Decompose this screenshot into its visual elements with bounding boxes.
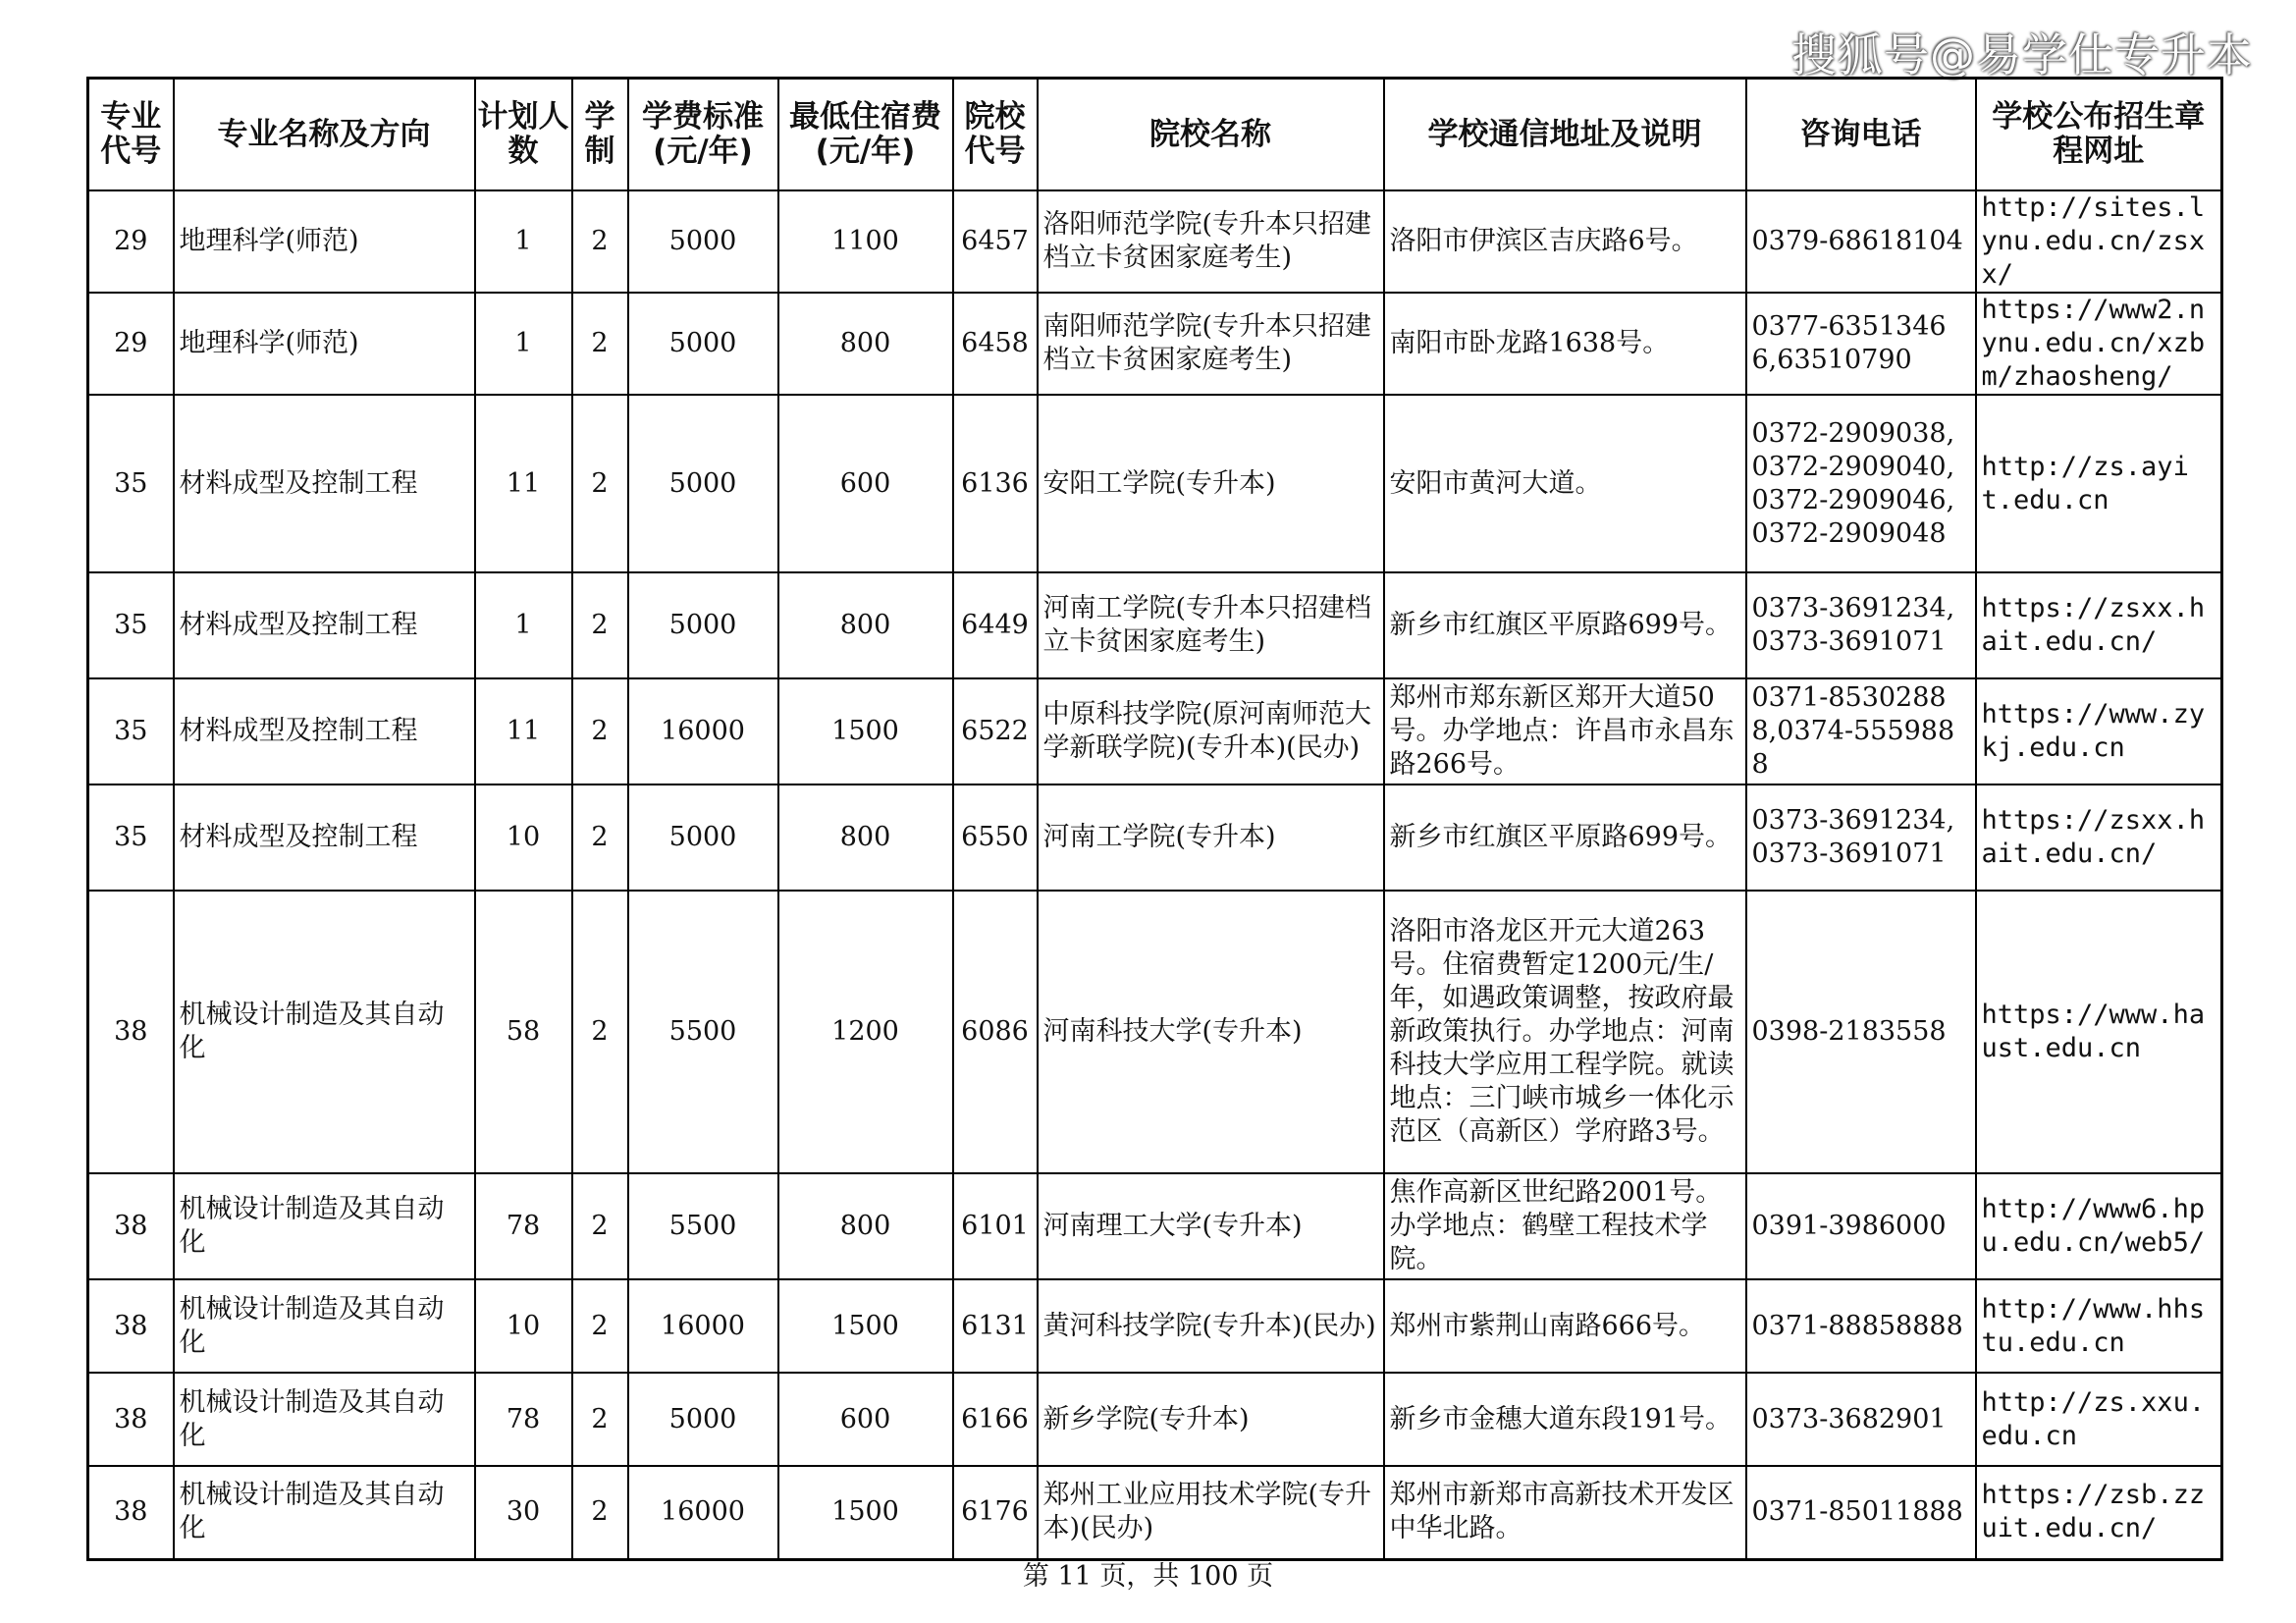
cell-url[interactable]: https://zsxx.hait.edu.cn/ (1976, 572, 2222, 678)
table-row (88, 1373, 2222, 1466)
cell-url[interactable]: http://www6.hpu.edu.cn/web5/ (1976, 1173, 2222, 1279)
cell-years: 2 (572, 1279, 628, 1373)
cell-major-name: 机械设计制造及其自动化 (174, 1173, 475, 1279)
cell-url[interactable]: https://zsb.zzuit.edu.cn/ (1976, 1466, 2222, 1559)
cell-dorm-fee: 1500 (778, 678, 953, 784)
cell-school-name: 中原科技学院(原河南师范大学新联学院)(专升本)(民办) (1038, 678, 1384, 784)
cell-plan-count: 1 (475, 572, 572, 678)
cell-url[interactable]: http://www.hhstu.edu.cn (1976, 1279, 2222, 1373)
cell-phone: 0371-88858888 (1746, 1279, 1976, 1373)
cell-address: 南阳市卧龙路1638号。 (1384, 293, 1746, 395)
table-row (88, 784, 2222, 891)
col-header-address: 学校通信地址及说明 (1384, 79, 1746, 191)
cell-major-code: 35 (88, 395, 174, 572)
cell-address: 新乡市金穗大道东段191号。 (1384, 1373, 1746, 1466)
cell-major-code: 38 (88, 1373, 174, 1466)
watermark: 搜狐号@易学仕专升本 (1791, 28, 2253, 81)
col-header-code: 专业代号 (88, 79, 174, 191)
col-header-url: 学校公布招生章程网址 (1976, 79, 2222, 191)
cell-plan-count: 1 (475, 190, 572, 293)
col-header-years: 学制 (572, 79, 628, 191)
cell-years: 2 (572, 293, 628, 395)
col-header-dorm: 最低住宿费(元/年) (778, 79, 953, 191)
cell-url[interactable]: http://zs.xxu.edu.cn (1976, 1373, 2222, 1466)
table-row (88, 891, 2222, 1173)
cell-dorm-fee: 800 (778, 572, 953, 678)
cell-major-name: 机械设计制造及其自动化 (174, 1466, 475, 1559)
cell-major-name: 材料成型及控制工程 (174, 572, 475, 678)
cell-dorm-fee: 800 (778, 784, 953, 891)
cell-tuition: 5000 (628, 190, 778, 293)
cell-dorm-fee: 800 (778, 1173, 953, 1279)
cell-plan-count: 11 (475, 678, 572, 784)
col-header-phone: 咨询电话 (1746, 79, 1976, 191)
cell-major-name: 地理科学(师范) (174, 293, 475, 395)
cell-school-name: 南阳师范学院(专升本只招建档立卡贫困家庭考生) (1038, 293, 1384, 395)
cell-url[interactable]: https://zsxx.hait.edu.cn/ (1976, 784, 2222, 891)
cell-school-name: 河南理工大学(专升本) (1038, 1173, 1384, 1279)
cell-major-code: 35 (88, 572, 174, 678)
page-footer: 第 11 页，共 100 页 (1022, 1561, 1274, 1592)
cell-major-name: 机械设计制造及其自动化 (174, 891, 475, 1173)
cell-tuition: 16000 (628, 678, 778, 784)
cell-dorm-fee: 1500 (778, 1466, 953, 1559)
cell-plan-count: 1 (475, 293, 572, 395)
cell-years: 2 (572, 678, 628, 784)
cell-url[interactable]: http://zs.ayit.edu.cn (1976, 395, 2222, 572)
admissions-table (86, 77, 2223, 1561)
cell-phone: 0391-3986000 (1746, 1173, 1976, 1279)
cell-years: 2 (572, 190, 628, 293)
cell-school-code: 6176 (953, 1466, 1038, 1559)
cell-address: 洛阳市洛龙区开元大道263号。住宿费暂定1200元/生/年，如遇政策调整，按政府最新政策执行。办学地点：河南科技大学应用工程学院。就读地点：三门峡市城乡一体化示范区（高新区）学府路3号。 (1384, 891, 1746, 1173)
cell-school-name: 郑州工业应用技术学院(专升本)(民办) (1038, 1466, 1384, 1559)
col-header-tuition: 学费标准(元/年) (628, 79, 778, 191)
cell-school-name: 河南科技大学(专升本) (1038, 891, 1384, 1173)
col-header-major: 专业名称及方向 (174, 79, 475, 191)
cell-address: 郑州市郑东新区郑开大道50号。办学地点：许昌市永昌东路266号。 (1384, 678, 1746, 784)
table-row (88, 1279, 2222, 1373)
cell-plan-count: 78 (475, 1173, 572, 1279)
cell-school-name: 河南工学院(专升本) (1038, 784, 1384, 891)
cell-dorm-fee: 1500 (778, 1279, 953, 1373)
cell-address: 安阳市黄河大道。 (1384, 395, 1746, 572)
cell-phone: 0371-85011888 (1746, 1466, 1976, 1559)
cell-address: 郑州市新郑市高新技术开发区中华北路。 (1384, 1466, 1746, 1559)
cell-major-code: 38 (88, 891, 174, 1173)
table-row (88, 293, 2222, 395)
col-header-plan: 计划人数 (475, 79, 572, 191)
cell-dorm-fee: 600 (778, 1373, 953, 1466)
cell-major-code: 35 (88, 678, 174, 784)
cell-school-name: 洛阳师范学院(专升本只招建档立卡贫困家庭考生) (1038, 190, 1384, 293)
cell-dorm-fee: 1100 (778, 190, 953, 293)
cell-phone: 0373-3691234,0373-3691071 (1746, 784, 1976, 891)
cell-school-code: 6101 (953, 1173, 1038, 1279)
cell-school-code: 6522 (953, 678, 1038, 784)
table-row (88, 678, 2222, 784)
cell-major-name: 材料成型及控制工程 (174, 784, 475, 891)
cell-school-code: 6550 (953, 784, 1038, 891)
cell-major-name: 机械设计制造及其自动化 (174, 1373, 475, 1466)
cell-tuition: 5000 (628, 395, 778, 572)
cell-years: 2 (572, 1173, 628, 1279)
cell-years: 2 (572, 1373, 628, 1466)
cell-phone: 0377-63513466,63510790 (1746, 293, 1976, 395)
cell-school-name: 黄河科技学院(专升本)(民办) (1038, 1279, 1384, 1373)
cell-address: 焦作高新区世纪路2001号。办学地点：鹤壁工程技术学院。 (1384, 1173, 1746, 1279)
cell-school-code: 6457 (953, 190, 1038, 293)
cell-school-code: 6449 (953, 572, 1038, 678)
cell-school-code: 6166 (953, 1373, 1038, 1466)
table-row (88, 572, 2222, 678)
cell-tuition: 5500 (628, 1173, 778, 1279)
cell-dorm-fee: 800 (778, 293, 953, 395)
cell-school-name: 新乡学院(专升本) (1038, 1373, 1384, 1466)
cell-address: 新乡市红旗区平原路699号。 (1384, 572, 1746, 678)
cell-major-name: 材料成型及控制工程 (174, 678, 475, 784)
cell-tuition: 5000 (628, 293, 778, 395)
cell-school-code: 6131 (953, 1279, 1038, 1373)
cell-tuition: 5500 (628, 891, 778, 1173)
cell-school-code: 6136 (953, 395, 1038, 572)
cell-address: 洛阳市伊滨区吉庆路6号。 (1384, 190, 1746, 293)
cell-major-name: 机械设计制造及其自动化 (174, 1279, 475, 1373)
col-header-school: 院校名称 (1038, 79, 1384, 191)
cell-phone: 0371-85302888,0374-5559888 (1746, 678, 1976, 784)
cell-years: 2 (572, 1466, 628, 1559)
cell-phone: 0372-2909038,0372-2909040,0372-2909046,0372-2909048 (1746, 395, 1976, 572)
cell-major-code: 38 (88, 1466, 174, 1559)
cell-school-name: 安阳工学院(专升本) (1038, 395, 1384, 572)
cell-major-code: 29 (88, 190, 174, 293)
cell-tuition: 16000 (628, 1466, 778, 1559)
cell-tuition: 5000 (628, 572, 778, 678)
cell-phone: 0398-2183558 (1746, 891, 1976, 1173)
cell-years: 2 (572, 784, 628, 891)
cell-plan-count: 30 (475, 1466, 572, 1559)
table-row (88, 1173, 2222, 1279)
cell-plan-count: 11 (475, 395, 572, 572)
cell-plan-count: 58 (475, 891, 572, 1173)
cell-major-code: 35 (88, 784, 174, 891)
cell-plan-count: 10 (475, 1279, 572, 1373)
cell-major-name: 地理科学(师范) (174, 190, 475, 293)
cell-school-name: 河南工学院(专升本只招建档立卡贫困家庭考生) (1038, 572, 1384, 678)
cell-phone: 0373-3682901 (1746, 1373, 1976, 1466)
cell-url[interactable]: https://www.haust.edu.cn (1976, 891, 2222, 1173)
table-row (88, 1466, 2222, 1559)
cell-school-code: 6086 (953, 891, 1038, 1173)
cell-url[interactable]: https://www2.nynu.edu.cn/xzbm/zhaosheng/ (1976, 293, 2222, 395)
cell-url[interactable]: https://www.zykj.edu.cn (1976, 678, 2222, 784)
cell-years: 2 (572, 572, 628, 678)
col-header-school-code: 院校代号 (953, 79, 1038, 191)
cell-tuition: 16000 (628, 1279, 778, 1373)
cell-address: 新乡市红旗区平原路699号。 (1384, 784, 1746, 891)
cell-dorm-fee: 600 (778, 395, 953, 572)
cell-dorm-fee: 1200 (778, 891, 953, 1173)
cell-address: 郑州市紫荆山南路666号。 (1384, 1279, 1746, 1373)
table-row (88, 190, 2222, 293)
cell-major-code: 29 (88, 293, 174, 395)
table-row (88, 395, 2222, 572)
cell-major-name: 材料成型及控制工程 (174, 395, 475, 572)
cell-school-code: 6458 (953, 293, 1038, 395)
cell-plan-count: 78 (475, 1373, 572, 1466)
cell-tuition: 5000 (628, 1373, 778, 1466)
cell-phone: 0373-3691234,0373-3691071 (1746, 572, 1976, 678)
cell-major-code: 38 (88, 1279, 174, 1373)
cell-tuition: 5000 (628, 784, 778, 891)
cell-phone: 0379-68618104 (1746, 190, 1976, 293)
cell-plan-count: 10 (475, 784, 572, 891)
cell-years: 2 (572, 395, 628, 572)
cell-years: 2 (572, 891, 628, 1173)
cell-url[interactable]: http://sites.lynu.edu.cn/zsxx/ (1976, 190, 2222, 293)
cell-major-code: 38 (88, 1173, 174, 1279)
header-row (88, 79, 2222, 191)
